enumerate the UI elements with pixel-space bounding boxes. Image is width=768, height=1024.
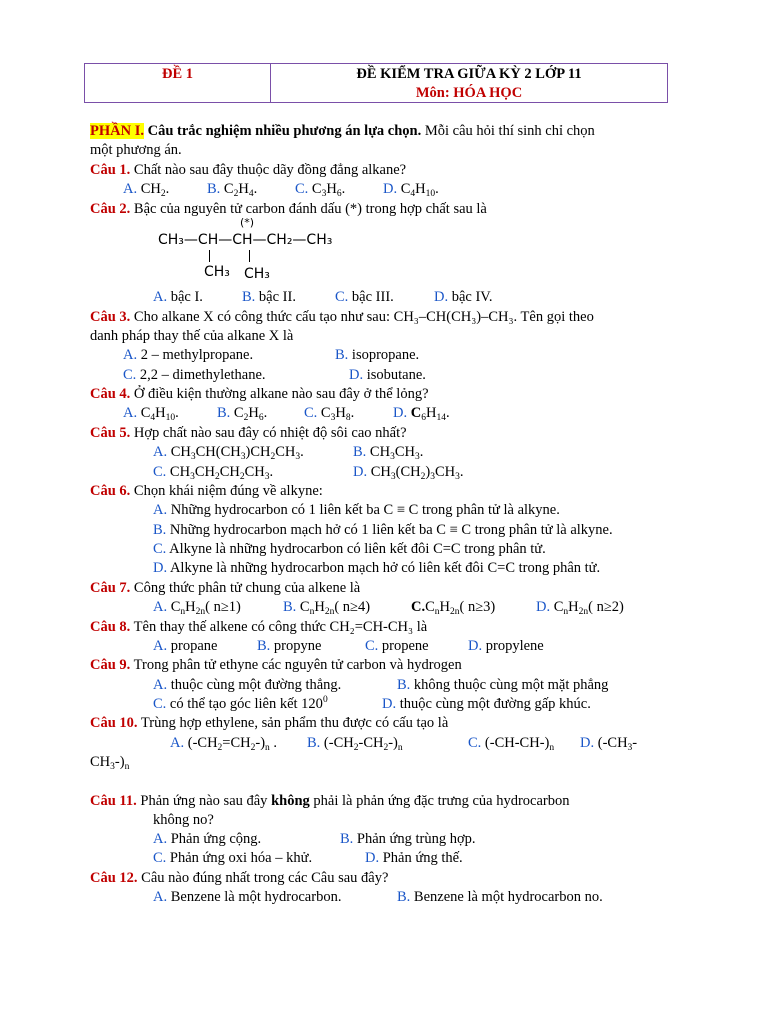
q11-stem: Câu 11. Phản ứng nào sau đây không phải là phản ứng đặc trưng của hydrocarbon: [90, 793, 570, 809]
q6-stem: Câu 6. Chọn khái niệm đúng về alkyne:: [90, 483, 323, 499]
q9-stem: Câu 9. Trong phân tử ethyne các nguyên tử carbon và hydrogen: [90, 657, 462, 673]
q6-option-b: B. Những hydrocarbon mạch hở có 1 liên kết ba C ≡ C trong phân tử là alkyne.: [153, 522, 613, 538]
part1-label: PHẦN I.: [90, 123, 144, 139]
q5-stem: Câu 5. Hợp chất nào sau đây có nhiệt độ sôi cao nhất?: [90, 425, 407, 441]
q3-stem: Câu 3. Cho alkane X có công thức cấu tạo như sau: CH₃–CH(CH₃)–CH₃. Tên gọi theo: [90, 309, 594, 325]
q10-stem: Câu 10. Trùng hợp ethylene, sản phẩm thu được có cấu tạo là: [90, 715, 449, 731]
q11-stem2: không no?: [153, 812, 214, 828]
q6-option-a: A. Những hydrocarbon có 1 liên kết ba C ≡ C trong phân tử là alkyne.: [153, 502, 560, 518]
exam-title: ĐỀ KIỂM TRA GIỮA KỲ 2 LỚP 11: [356, 66, 582, 82]
q1-stem: Câu 1. Chất nào sau đây thuộc dãy đồng đẳng alkane?: [90, 162, 407, 178]
q12-stem: Câu 12. Câu nào đúng nhất trong các Câu sau đây?: [90, 870, 389, 886]
q2-stem: Câu 2. Bậc của nguyên tử carbon đánh dấu (*) trong hợp chất sau là: [90, 201, 487, 217]
q6-option-c: C. Alkyne là những hydrocarbon có liên kết đôi C=C trong phân tử.: [153, 541, 546, 557]
q4-stem: Câu 4. Ở điều kiện thường alkane nào sau đây ở thể lỏng?: [90, 386, 429, 402]
header-title-cell: [271, 64, 667, 102]
exam-subject: Môn: HÓA HỌC: [415, 85, 523, 101]
q10-option-d-cont: $CH_3-)_n$: [90, 754, 130, 772]
exam-code: ĐỀ 1: [85, 64, 271, 102]
part1-line2: một phương án.: [90, 142, 182, 158]
q7-stem: Câu 7. Công thức phân tử chung của alkene là: [90, 580, 361, 596]
q8-stem: Câu 8. Tên thay thế alkene có công thức CH₂=CH-CH₃ là: [90, 619, 428, 635]
part1-line1: PHẦN I. Câu trắc nghiệm nhiều phương án lựa chọn. Mỗi câu hỏi thí sinh chỉ chọn: [90, 123, 595, 139]
q6-option-d: D. Alkyne là những hydrocarbon mạch hở có liên kết đôi C=C trong phân tử.: [153, 560, 601, 576]
header-table: [84, 63, 668, 103]
q3-stem2: danh pháp thay thế của alkane X là: [90, 328, 294, 344]
